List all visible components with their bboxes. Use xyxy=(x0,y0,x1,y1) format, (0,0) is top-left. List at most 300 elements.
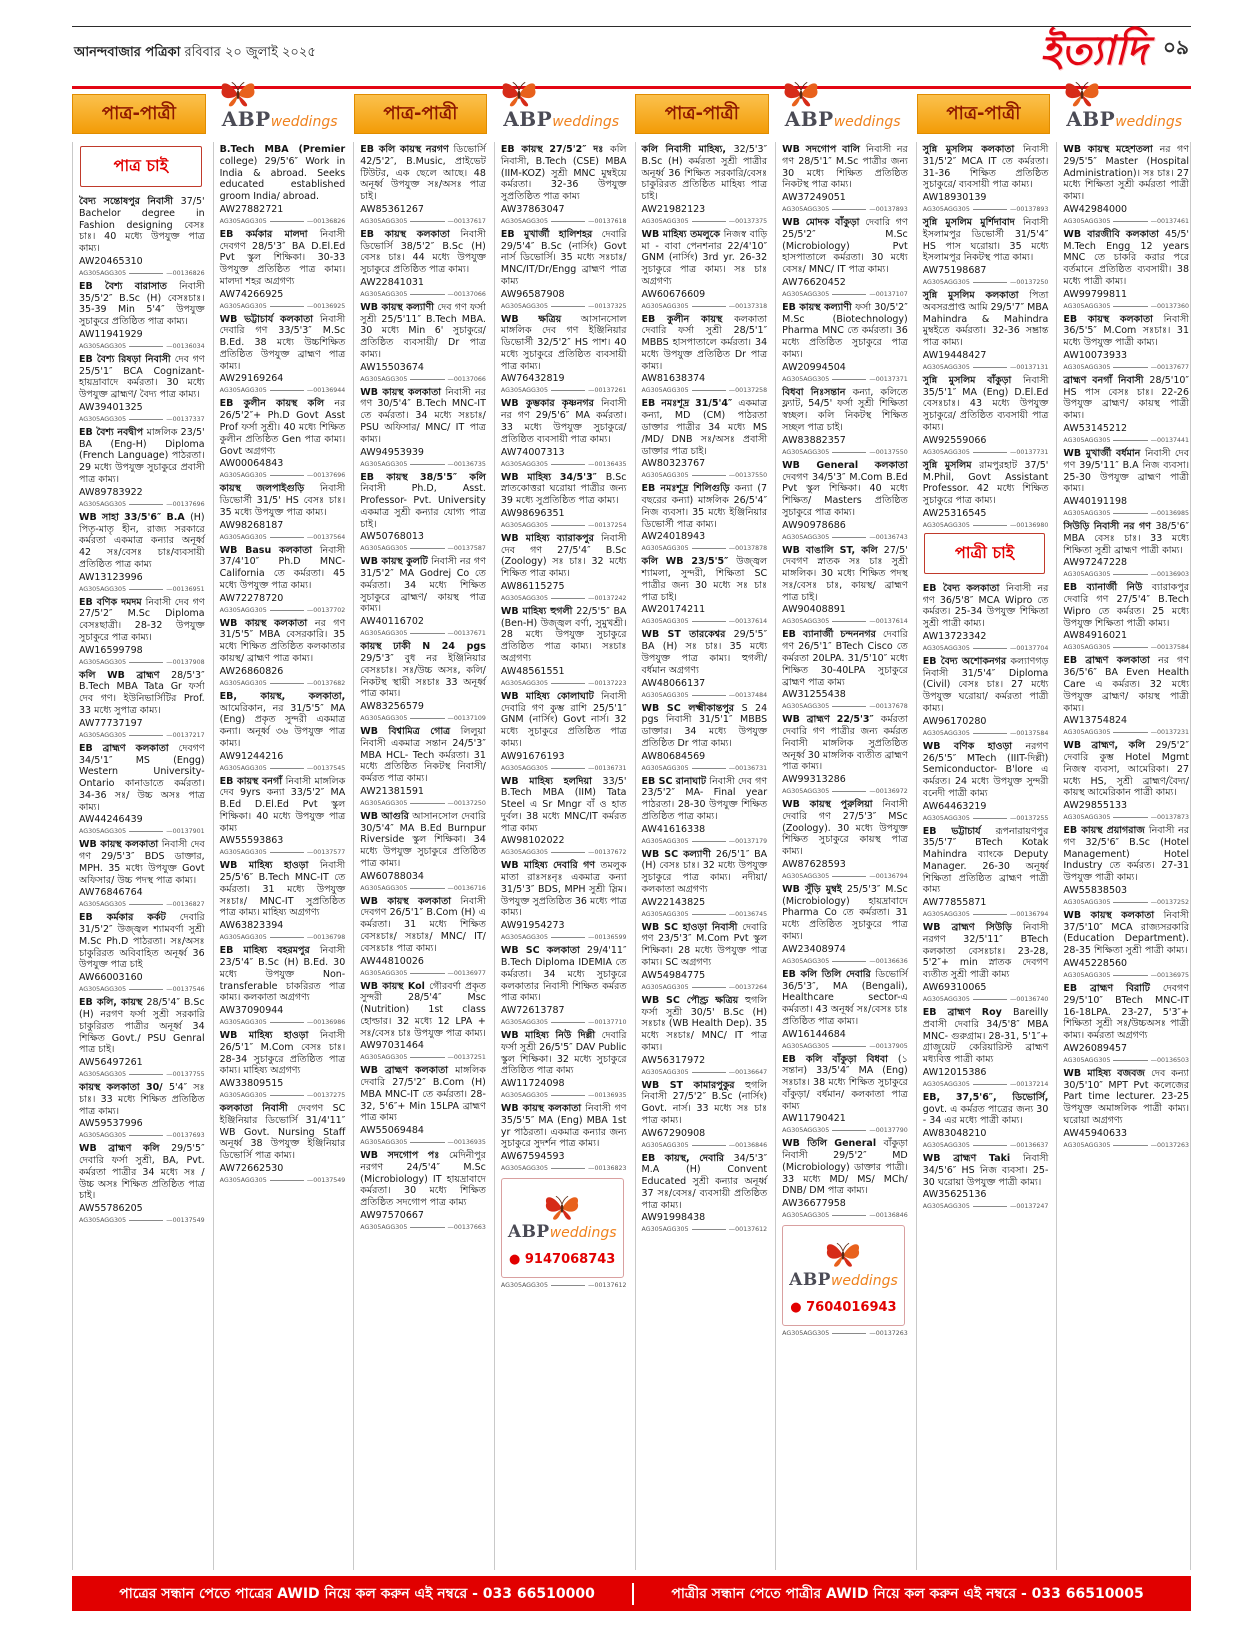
ad-lead: সুন্নি মুসলিম মুর্শিদাবাদ xyxy=(922,217,1023,229)
ad-awid: AW21381591 xyxy=(360,785,424,797)
agency-code: AG305AGG305 xyxy=(500,1282,548,1290)
ad-serial: —00136935 xyxy=(588,1092,627,1100)
classified-ad xyxy=(642,229,768,310)
agency-code: AG305AGG305 xyxy=(219,533,267,541)
code-rule xyxy=(1113,306,1147,307)
agency-code: AG305AGG305 xyxy=(219,387,267,395)
ad-serial: —00137484 xyxy=(728,691,768,699)
classified-column xyxy=(635,142,769,1570)
footer-bride-helpline: পাত্রীর সন্ধান পেতে পাত্রীর AWID নিয়ে কল করুন এই নম্বরে - 033 66510005 xyxy=(671,1585,1144,1602)
section-banner-patra-patri: পাত্র-পাত্রী xyxy=(354,94,488,134)
ad-serial: —00137251 xyxy=(447,1054,486,1062)
ad-lead: WB Basu কলকাতা xyxy=(219,544,320,556)
agency-code: AG305AGG305 xyxy=(1063,971,1111,979)
ad-awid: AW87628593 xyxy=(782,858,846,870)
ad-lead: কায়স্থ কলকাতা 30/ xyxy=(79,1082,169,1094)
ad-awid: AW80684569 xyxy=(641,750,706,762)
date-line: রবিবার ২০ জুলাই ২০২৫ xyxy=(184,45,316,60)
ad-text: EB কুলীন কায়স্থ কলি নর 26/5'2″+ Ph.D Govt Asst Prof ফর্সা সুশ্রী। 40 মধ্যে শিক্ষিত কুলীন প্রতিষ্ঠিত Gen পাত্র কাম্য। Govt অগ্রগণ্য xyxy=(219,398,346,457)
ad-code-line xyxy=(1063,972,1189,979)
classified-ad xyxy=(1063,825,1189,906)
classified-ad xyxy=(360,981,486,1062)
ad-awid: AW86115275 xyxy=(500,580,565,592)
ad-serial: —00136951 xyxy=(166,585,205,593)
ad-code-line xyxy=(501,1092,627,1099)
classified-ad xyxy=(642,1153,768,1234)
masthead xyxy=(72,26,1191,84)
code-rule xyxy=(973,282,1007,283)
ad-awid: AW74266925 xyxy=(219,288,284,300)
butterfly-icon xyxy=(217,77,259,109)
ad-awid: AW98102022 xyxy=(500,835,565,847)
classified-ad xyxy=(220,1030,346,1099)
classified-ad xyxy=(642,922,768,991)
butterfly-icon xyxy=(780,77,822,109)
ad-lead: WB সদগোপ বালি xyxy=(782,144,866,155)
code-rule xyxy=(410,803,444,804)
ad-awid: AW13123996 xyxy=(79,571,143,583)
classified-ad xyxy=(360,1065,486,1146)
ad-text: WB SC লক্ষ্মীকান্তপুর S 24 pgs নিবাসী 31/5'1″ MBBS ডাক্তার। 34 মধ্যে উপযুক্ত প্রতিষ্ঠিত Dr পাত্র কাম্য। xyxy=(641,702,768,749)
code-rule xyxy=(692,221,726,222)
ad-awid: AW22841031 xyxy=(360,276,424,288)
ad-text: EB বণিক দমদম নিবাসী দেব গণ 27/5'2″ M.Sc Diploma বেসঃছাত্রী। 28-32 উপযুক্ত সুচাকুরে পাত্র কাম্য। xyxy=(79,596,205,643)
classified-ad xyxy=(501,229,627,310)
agency-code: AG305AGG305 xyxy=(219,1176,267,1184)
ad-lead: EB ব্যানার্জী নিউ xyxy=(1063,582,1152,594)
brand-abp-text: ABP xyxy=(1066,107,1116,131)
classified-ad xyxy=(360,556,486,637)
ad-awid: AW67594593 xyxy=(500,1151,565,1163)
classified-column xyxy=(494,142,628,1570)
ad-lead: WB বিশ্বামিত্র গোত্র xyxy=(360,726,461,738)
ad-code-line xyxy=(782,1127,908,1134)
code-rule xyxy=(551,525,585,526)
code-rule xyxy=(129,589,163,590)
ad-serial: —00137371 xyxy=(869,375,908,383)
ad-lead: WB বাঙালি ST, কলি xyxy=(782,544,884,556)
ad-code-line xyxy=(642,765,768,772)
classified-ad xyxy=(79,1082,205,1139)
ad-awid: AW11724098 xyxy=(500,1078,565,1090)
classified-ad xyxy=(501,945,627,1026)
code-rule xyxy=(551,598,585,599)
classified-ad xyxy=(220,545,346,614)
ad-awid: AW83048210 xyxy=(922,1128,987,1140)
code-rule xyxy=(973,1145,1007,1146)
ad-lead: সুন্নি মুসলিম বাঁকুড়া xyxy=(922,374,1023,386)
code-rule xyxy=(551,221,585,222)
ad-lead: WB কায়স্থ কুলটি xyxy=(360,556,432,568)
classified-ad xyxy=(923,375,1049,456)
ad-code-line xyxy=(923,449,1049,456)
ad-code-line xyxy=(79,1217,205,1224)
ad-lead: WB কায়স্থ কলকাতা xyxy=(500,1103,586,1115)
agency-code: AG305AGG305 xyxy=(500,302,548,310)
ad-code-line xyxy=(220,934,346,941)
code-rule xyxy=(692,987,726,988)
ad-lead: WB কায়স্থ কলকাতা xyxy=(79,839,162,851)
ad-lead: EB SC রানাঘাট xyxy=(641,775,710,787)
ad-code-line xyxy=(923,1203,1049,1210)
ad-serial: —00136647 xyxy=(728,1068,768,1076)
ad-code-line xyxy=(923,730,1049,737)
ad-serial: —00137710 xyxy=(588,1019,627,1027)
ad-text: EB ব্রাহ্মণ Roy Bareilly প্রবাসী দেবারি 34/5'8″ MBA MNC- গুরুগ্রাম। 28-31, 5'1″+ গ্রাজুয়েট কেরিয়ারিস্ট ব্রাহ্মণ মধ্যবিত্ত পাত্রী কাম্য xyxy=(922,1006,1049,1066)
ad-code-line xyxy=(79,1132,205,1139)
abp-weddings-promo xyxy=(501,1178,624,1278)
ad-code-line xyxy=(782,1043,908,1050)
ad-awid: AW00064843 xyxy=(219,458,284,470)
ad-awid: AW76432819 xyxy=(500,373,565,385)
agency-code: AG305AGG305 xyxy=(360,545,408,553)
ad-text: WB মাহিষ্য তমলুকে নিজস্ব বাড়ি মা - বাবা পেনশনার 22/4'10″ GNM (নার্সিং) 3rd yr. 26-32 সুচাকুরে পাত্র কাম্য। সঃ চাঃ অগ্রগণ্য xyxy=(641,228,768,287)
code-rule xyxy=(551,683,585,684)
ad-awid: AW40191198 xyxy=(1063,496,1128,508)
agency-code: AG305AGG305 xyxy=(782,448,830,456)
ad-text: সুন্নি মুসলিম কলকাতা নিবাসী 31/5'2″ MCA IT তে কর্মরতা। 31-36 শিক্ষিত প্রতিষ্ঠিত সুচাকুরে/ ব্যবসায়ী পাত্র কাম্য। xyxy=(922,144,1049,191)
masthead-right xyxy=(1040,27,1189,74)
ad-code-line xyxy=(782,873,908,880)
ad-code-line xyxy=(923,815,1049,822)
ad-lead: EB ব্রাহ্মণ কলকাতা xyxy=(79,742,179,754)
code-rule xyxy=(973,648,1007,649)
agency-code: AG305AGG305 xyxy=(922,279,970,287)
ad-awid: AW94953939 xyxy=(360,446,424,458)
agency-code: AG305AGG305 xyxy=(1063,302,1111,310)
agency-code: AG305AGG305 xyxy=(1063,898,1111,906)
code-rule xyxy=(1113,513,1147,514)
ad-lead: WB ব্রাহ্মণ কলি xyxy=(79,1143,172,1155)
ad-serial: —00136503 xyxy=(1150,1056,1189,1064)
ad-lead: WB মাহিষ্য হাওড়া xyxy=(219,1030,320,1042)
section-banner-patra-patri: পাত্র-পাত্রী xyxy=(72,94,206,134)
agency-code: AG305AGG305 xyxy=(922,729,970,737)
agency-code: AG305AGG305 xyxy=(641,837,689,845)
classified-ad xyxy=(782,629,908,710)
abp-weddings-logo xyxy=(213,94,347,134)
ad-serial: —00137893 xyxy=(1010,206,1049,214)
code-rule xyxy=(832,1130,866,1131)
ad-code-line xyxy=(1063,1057,1189,1064)
agency-code: AG305AGG305 xyxy=(500,1165,548,1173)
agency-code: AG305AGG305 xyxy=(641,983,689,991)
code-rule xyxy=(270,610,304,611)
ad-lead: WB সুঁড়ি মুম্বই xyxy=(782,883,847,895)
classified-ad xyxy=(782,969,908,1050)
ad-serial: —00136823 xyxy=(588,1165,627,1173)
ad-lead: WB General কলকাতা xyxy=(782,459,908,471)
ad-serial: —00137318 xyxy=(728,302,768,310)
agency-code: AG305AGG305 xyxy=(782,872,830,880)
ad-awid: AW69310065 xyxy=(922,981,987,993)
ad-serial: —00137261 xyxy=(588,387,627,395)
ad-code-line xyxy=(642,218,768,225)
classified-ad xyxy=(501,1103,627,1172)
ad-lead: EB কায়স্থ কলকাতা xyxy=(360,228,461,240)
ad-awid: AW53145212 xyxy=(1063,423,1128,435)
classified-ad xyxy=(360,229,486,298)
ad-awid: AW23408974 xyxy=(782,943,846,955)
ad-serial: —00137693 xyxy=(166,1132,205,1140)
ad-code-line xyxy=(79,986,205,993)
ad-code-line xyxy=(1063,571,1189,578)
ad-code-line xyxy=(220,472,346,479)
classified-ad xyxy=(501,398,627,467)
ad-awid: AW37863047 xyxy=(500,203,565,215)
ad-text: WB ভট্টাচার্য কলকাতা নিবাসী দেবারি গণ 33/5'3″ M.Sc B.Ed. 38 মধ্যে উচ্চশিক্ষিত প্রতিষ্ঠিত উপযুক্ত ব্রাহ্মণ পাত্র কাম্য। xyxy=(219,313,346,372)
classified-ad xyxy=(642,776,768,845)
ad-code-line xyxy=(782,618,908,625)
classified-ad xyxy=(642,398,768,479)
ad-code-line xyxy=(79,1071,205,1078)
ad-text: সিউড়ি নিবাসী নর গণ 38/5'6″ MBA বেসঃ চাঃ। 33 মধ্যে শিক্ষিতা সুশ্রী ব্রাহ্মণ পাত্রী কাম্য। xyxy=(1063,521,1189,556)
ad-text: WB ব্রাহ্মণ Taki নিবাসী 34/5'6″ HS নিজ ব্যবসা। 25-30 ঘরোয়া উপযুক্ত পাত্রী কাম্য। xyxy=(922,1153,1049,1188)
code-rule xyxy=(129,831,163,832)
brand-weddings-text: weddings xyxy=(549,1225,617,1242)
code-rule xyxy=(692,1072,726,1073)
abp-weddings-wordmark xyxy=(222,107,338,131)
code-rule xyxy=(551,1095,585,1096)
classified-ad xyxy=(360,302,486,383)
ad-code-line xyxy=(501,1019,627,1026)
agency-code: AG305AGG305 xyxy=(360,1139,408,1147)
abp-weddings-wordmark xyxy=(785,107,901,131)
agency-code: AG305AGG305 xyxy=(219,1019,267,1027)
ad-text: WB কায়স্থ কলকাতা নিবাসী দেবগণ 26/5'1″ B.Com (H) এ কর্মরতা। 31 মধ্যে শিক্ষিত বেসঃচাঃ/ সঃচাঃ/ MNC/ IT/ বেসঃচাঃ পাত্র কাম্য। xyxy=(360,895,486,954)
ad-text: WB ব্রাহ্মণ কলি 29/5'5″ দেবারি ফর্সা সুশ্রী, BA, Pvt. কর্মরতা পাত্রীর 34 মধ্যে সঃ / উচ্চ অসঃ শিক্ষিত প্রতিষ্ঠিত পাত্র চাই। xyxy=(79,1143,205,1202)
classified-ad xyxy=(220,776,346,857)
ad-text: EB ব্যানার্জী চন্দননগর দেবারি গণ 26/5'1″ BTech Cisco তে কর্মরতা 20LPA. 31/5'10″ মধ্যে শিক্ষিত 30-40LPA সুচাকুরে ব্রাহ্মণ পাত্র কাম্য xyxy=(782,629,908,688)
ad-text: WB ক্ষত্রিয় আসানসোল মাঙ্গলিক দেব গণ ইঞ্জিনিয়ার ডিভোর্সী 32/5'2″ HS পাশ। 40 মধ্যে সুচাকুরে প্রতিষ্ঠিত ব্যবসায়ী পাত্র কাম্য। xyxy=(500,313,627,372)
ad-text: WB General কলকাতা দেবগণ 34/5'3″ M.Com B.Ed Pvt স্কুল শিক্ষিকা। 40 মধ্যে শিক্ষিত/ Masters প্রতিষ্ঠিত সুচাকুরে পাত্র কাম্য। xyxy=(782,459,908,518)
classified-ad xyxy=(1063,1068,1189,1149)
ad-lead: EB ব্রাহ্মণ বিরাটি xyxy=(1063,982,1163,994)
ad-code-line xyxy=(220,218,346,225)
ad-text: বিধবা নিঃসন্তান কন্যা, কলিতে ফ্ল্যাট, 54/5' ফর্সা সুশ্রী শিক্ষিতা স্বচ্ছল। কলি নিকটস্থ শিক্ষিত সচ্ছল পাত্র চাই। xyxy=(782,386,908,434)
classified-ad xyxy=(642,703,768,772)
ad-lead: EB কায়স্থ, দেবারি xyxy=(641,1152,734,1164)
ad-text: EB, 37,5'6″, ডিভোর্সি, govt. এ কর্মরত পাত্রের জন্য 30 - 34 এর মধ্যে পাত্রী কাম্য। xyxy=(922,1091,1049,1127)
ad-awid: AW44246439 xyxy=(79,814,143,826)
ad-code-line xyxy=(79,586,205,593)
classified-ad xyxy=(923,290,1049,371)
ad-serial: —00137131 xyxy=(1010,363,1049,371)
brand-weddings-text: weddings xyxy=(1115,114,1182,130)
agency-code: AG305AGG305 xyxy=(79,415,127,423)
ad-code-line xyxy=(642,472,768,479)
code-rule xyxy=(410,548,444,549)
code-rule xyxy=(832,294,866,295)
ad-text: সুন্নি মুসলিম কলকাতা পিতা অবসরপ্রাপ্ত আমি 29/5'7″ MBA Mahindra & Mahindra মুম্বইতে কর্মরতা। 32-36 সম্ভ্রান্ত পাত্র কাম্য। xyxy=(922,290,1049,349)
ad-code-line xyxy=(782,1212,908,1219)
ad-serial: —00136903 xyxy=(1150,571,1189,579)
agency-code: AG305AGG305 xyxy=(79,269,127,277)
classified-ad xyxy=(782,302,908,383)
ad-text: WB SC হাওড়া নিবাসী দেবারি গণ 23/5'3″ M.Com Pvt স্কুল শিক্ষিকা। 28 মধ্যে উপযুক্ত পাত্র কাম্য। SC অগ্রগণ্য xyxy=(641,921,768,968)
ad-text: WB ব্রাহ্মণ সিউড়ি নিবাসী নরগণ 32/5'11″ BTech কলকাতা বেসঃচাঃ। 23-28, 5'2″+ min স্নাতক দেবগণ ব্যতীত সুশ্রী পাত্রী কাম্য xyxy=(922,922,1049,981)
classified-ad xyxy=(642,144,768,225)
classified-ad xyxy=(642,556,768,625)
ad-serial: —00137242 xyxy=(588,594,627,602)
ad-lead: WB কায়স্থ পুরুলিয়া xyxy=(782,799,883,811)
butterfly-icon xyxy=(1061,77,1103,109)
ad-serial: —00137107 xyxy=(869,290,908,298)
agency-code: AG305AGG305 xyxy=(922,911,970,919)
classified-ad xyxy=(1063,910,1189,979)
classified-ad xyxy=(501,314,627,395)
classified-ad xyxy=(782,799,908,880)
ad-code-line xyxy=(1063,303,1189,310)
code-rule xyxy=(692,768,726,769)
paper-name: আনন্দবাজার পত্রিকা xyxy=(74,45,181,60)
agency-code: AG305AGG305 xyxy=(641,1068,689,1076)
ad-text: EB মাহিষ্য বহরমপুর নিবাসী 23/5'4″ B.Sc (H) B.Ed. 30 মধ্যে উপযুক্ত Non-transferable চাকরিরত পাত্র কাম্য। কলকাতা অগ্রগণ্য xyxy=(219,945,346,1004)
classified-ad xyxy=(642,849,768,918)
ad-text: WB সদগোপ পঃ মেদিনীপুর নরগণ 24/5'4″ M.Sc (Microbiology) IT হায়দ্রাবাদে কর্মরতা। 30 মধ্যে শিক্ষিত প্রতিষ্ঠিত সদগোপ পাত্র কাম্য xyxy=(360,1150,486,1209)
ad-serial: —00136735 xyxy=(447,460,486,468)
ad-lead: WB মাহিষ্য 34/5'3″ xyxy=(500,471,606,483)
ad-awid: AW84916021 xyxy=(1063,630,1128,642)
abp-weddings-wordmark xyxy=(503,107,619,131)
ad-lead: EB বৈদ্য কলকাতা xyxy=(922,582,1006,594)
ad-text: EB কায়স্থ কল্যাণী ফর্সা 30/5'2″ M.Sc (Biotechnology) Pharma MNC তে কর্মরতা। 36 মধ্যে প্রতিষ্ঠিত সুচাকুরে পাত্র কাম্য। xyxy=(782,301,908,360)
agency-code: AG305AGG305 xyxy=(1063,814,1111,822)
ad-awid: AW97031464 xyxy=(360,1040,424,1052)
classified-ad xyxy=(220,144,346,225)
ad-lead: EB, কায়স্থ, কলকাতা, xyxy=(219,690,346,702)
ad-serial: —00137441 xyxy=(1150,437,1189,445)
ad-code-line xyxy=(360,376,486,383)
ad-lead: EB কায়স্থ কলকাতা xyxy=(1063,313,1164,325)
ad-lead: WB মুখার্জী বর্ধমান xyxy=(1063,448,1146,460)
page-number: ০৯ xyxy=(1163,35,1189,59)
ad-text: WB মোদক বাঁকুড়া দেবারি গণ 25/5'2″ M.Sc (Microbiology) Pvt হাসপাতালে কর্মরতা। 30 মধ্যে বেসঃ/ MNC/ IT পাত্র কাম্য। xyxy=(782,217,908,276)
code-rule xyxy=(973,209,1007,210)
ad-awid: AW33809515 xyxy=(219,1078,284,1090)
ad-code-line xyxy=(360,800,486,807)
code-rule xyxy=(1113,647,1147,648)
code-rule xyxy=(973,367,1007,368)
ad-text: EB কায়স্থ, দেবারি 34/5'3″ M.A (H) Convent Educated সুশ্রী কন্যার অনূর্ধ্ব 37 সঃ/বেসঃ/ ব্যবসায়ী প্রতিষ্ঠিত পাত্র কাম্য। xyxy=(641,1152,768,1211)
ad-lead: কলি নিবাসী মাহিষ্য, xyxy=(641,144,734,155)
ad-serial: —00136794 xyxy=(869,872,908,880)
ad-text: WB কায়স্থ কলকাতা নিবাসী 37/5'10″ MCA রাজ্যসরকারি (Education Department). 28-35 শিক্ষিতা সুশ্রী পাত্রী কাম্য। xyxy=(1063,909,1189,957)
classified-ad xyxy=(220,1103,346,1184)
ad-text: কলকাতা নিবাসী দেবগণ SC ইঞ্জিনিয়ার ডিভোর্সি 31/4'11″ WB Govt. Nursing Staff অনূর্ধ্ব 38 উপযুক্ত ইঞ্জিনিয়ার ডিভোর্সি পাত্র কাম্য। xyxy=(219,1103,346,1162)
ad-text: WB মাহিষ্য নিউ দিল্লী দেবারি ফর্সা সুশ্রী 26/5'5″ DAV Public স্কুল শিক্ষিকা। 32 মধ্যে সুচাকুরে প্রতিষ্ঠিত পাত্র কাম্য xyxy=(500,1030,627,1077)
ad-text: কলি নিবাসী মাহিষ্য, 32/5'3″ B.Sc (H) কর্মরতা সুশ্রী পাত্রীর অনূর্ধ্ব 36 শিক্ষিত সরকারি/বেসঃ চাকুরিরত প্রতিষ্ঠিত মাহিষ্য পাত্র চাই। xyxy=(641,144,768,203)
classified-ad xyxy=(923,460,1049,529)
brand-abp-text: ABP xyxy=(503,107,553,131)
ad-serial: —00137584 xyxy=(1150,644,1189,652)
classified-ad xyxy=(220,691,346,772)
agency-code: AG305AGG305 xyxy=(641,1226,689,1234)
ad-serial: —00137263 xyxy=(1150,1141,1189,1149)
ad-code-line xyxy=(501,303,627,310)
ad-lead: WB তিলি General xyxy=(782,1138,884,1150)
ad-serial: —00137549 xyxy=(166,1217,205,1225)
ad-serial: —00137905 xyxy=(869,1042,908,1050)
ad-lead: EB কায়স্থ 27/5'2″ দঃ xyxy=(500,144,611,155)
classified-ad xyxy=(923,826,1049,919)
classified-ad xyxy=(220,398,346,479)
ad-text: EB বৈশ্য রিষড়া নিবাসী দেব গণ 25/5'1″ BCA Cognizant- হায়দ্রাবাদে কর্মরতা। 30 মধ্যে উপযুক্ত ব্রাহ্মণ/ বৈদ্য পাত্র কাম্য। xyxy=(79,353,205,401)
ad-text: WB কায়স্থ মহেশতলা নর গণ 29/5'5″ Master (Hospital Administration)। সঃ চাঃ। 27 মধ্যে শিক্ষিতা সুশ্রী কর্মরতা পাত্রী কাম্য। xyxy=(1063,144,1189,203)
ad-code-line xyxy=(360,218,486,225)
code-rule xyxy=(973,525,1007,526)
ad-text: EB কলি, কায়স্থ 28/5'4″ B.Sc (H) নরগণ ফর্সা সুশ্রী সরকারি চাকুরিরত পাত্রীর অনূর্ধ্ব 34 শিক্ষিত Govt./ PSU Genral পাত্র চাই। xyxy=(79,997,205,1056)
ad-lead: EB বৈশ্য নবদ্বীপ xyxy=(79,426,147,438)
classified-column xyxy=(72,142,206,1570)
ad-lead: WB কায়স্থ কল্যাণী xyxy=(360,301,438,313)
brand-abp-text: ABP xyxy=(507,1222,550,1243)
code-rule xyxy=(1113,1060,1147,1061)
ad-code-line xyxy=(642,1226,768,1233)
ad-lead: WB মাহিষ্য দেবারি গণ xyxy=(500,860,601,872)
code-rule xyxy=(551,768,585,769)
ad-lead: WB ক্ষত্রিয় xyxy=(500,313,581,325)
code-rule xyxy=(410,294,444,295)
ad-serial: —00136972 xyxy=(869,788,908,796)
ad-lead: কায়স্থ জলপাইগুড়ি xyxy=(219,483,320,495)
ad-text: কায়স্থ কলকাতা 30/ 5'4″ সঃ চাঃ। 33 মধ্যে শিক্ষিত প্রতিষ্ঠিত পাত্র কাম্য। xyxy=(79,1082,205,1117)
classified-ad xyxy=(923,583,1049,652)
abp-weddings-wordmark xyxy=(1066,107,1182,131)
ad-serial: —00137250 xyxy=(447,799,486,807)
ad-serial: —00137696 xyxy=(166,500,205,508)
classified-ad xyxy=(923,656,1049,737)
ad-serial: —00137731 xyxy=(1010,448,1049,456)
code-rule xyxy=(973,818,1007,819)
agency-code: AG305AGG305 xyxy=(79,731,127,739)
ad-awid: AW59537996 xyxy=(79,1118,143,1130)
classified-ad xyxy=(79,597,205,666)
code-rule xyxy=(129,346,163,347)
ad-lead: WB মোদক বাঁকুড়া xyxy=(782,217,866,229)
code-rule xyxy=(270,1022,304,1023)
ad-serial: —00137223 xyxy=(588,679,627,687)
classified-ad xyxy=(501,472,627,529)
ad-awid: AW16144684 xyxy=(782,1028,846,1040)
ad-awid: AW66003160 xyxy=(79,972,143,984)
ad-awid: AW67290908 xyxy=(641,1127,706,1139)
ad-awid: AW13754824 xyxy=(1063,715,1128,727)
ad-code-line xyxy=(220,607,346,614)
ad-code-line xyxy=(220,534,346,541)
ad-awid: AW26089457 xyxy=(1063,1042,1128,1054)
agency-code: AG305AGG305 xyxy=(219,679,267,687)
ad-serial: —00137614 xyxy=(869,618,908,626)
classified-ad xyxy=(79,839,205,908)
ad-text: WB বাঙালি ST, কলি 27/5' দেবগণ স্নাতক সঃ চাঃ সুশ্রী মাঙ্গলিক। 30 মধ্যে শিক্ষিত পদস্থ সঃ/বেসঃ চাঃ, কায়স্থ/ ব্রাহ্মণ পাত্র চাই। xyxy=(782,544,908,603)
brand-abp-text: ABP xyxy=(221,107,271,131)
agency-code: AG305AGG305 xyxy=(782,1127,830,1135)
ad-code-line xyxy=(360,461,486,468)
agency-code: AG305AGG305 xyxy=(360,715,408,723)
ad-serial: —00136743 xyxy=(869,533,908,541)
code-rule xyxy=(692,621,726,622)
code-rule xyxy=(270,1095,304,1096)
ad-serial: —00137704 xyxy=(1010,644,1049,652)
section-heading: পাত্রী চাই xyxy=(924,533,1046,574)
ad-lead: WB আগুরি xyxy=(360,810,413,822)
classified-ad xyxy=(79,354,205,423)
code-rule xyxy=(129,1220,163,1221)
classified-ad xyxy=(782,144,908,213)
ad-code-line xyxy=(501,934,627,941)
ad-awid: AW18930139 xyxy=(922,192,987,204)
